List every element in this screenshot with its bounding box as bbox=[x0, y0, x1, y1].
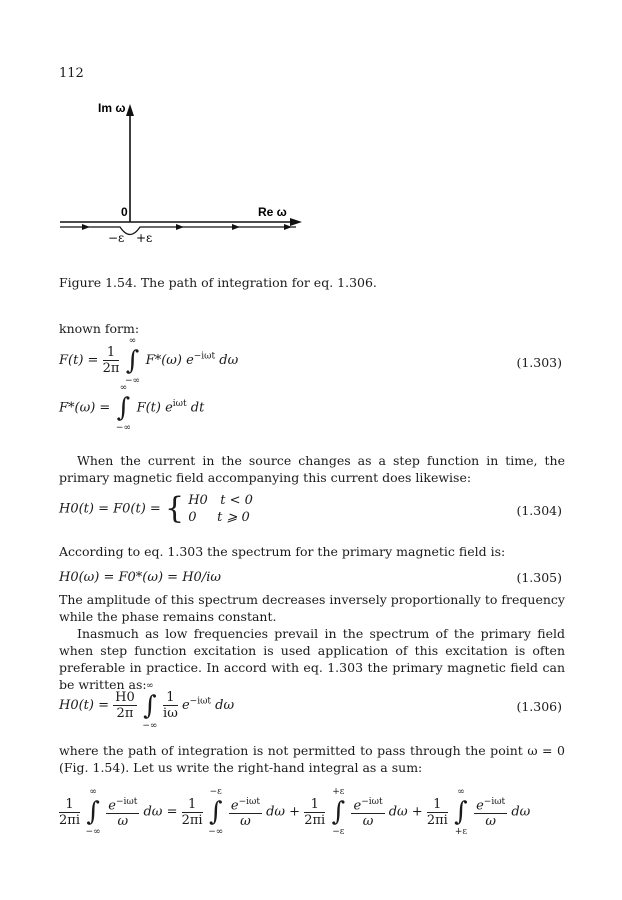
integral-sign: ∞ ∫ +ε bbox=[454, 787, 468, 838]
fraction: $\frac{H0}{2\pi}$ bbox=[115, 690, 135, 721]
equation-1306: H0(t) = $\frac{H0}{2\pi}$ ∞ ∫ −∞ $\frac{1}{i\omega}$ $e^{-i\omega t}$ dω bbox=[59, 680, 235, 731]
integral-sign: −ε ∫ −∞ bbox=[208, 787, 224, 838]
paragraph-spectrum: According to eq. 1.303 the spectrum for the primary magnetic field is: bbox=[59, 544, 506, 559]
path-arrow-icon bbox=[82, 224, 90, 230]
figure-caption: Figure 1.54. The path of integration for eq. 1.306. bbox=[59, 275, 377, 290]
figure-integration-path bbox=[52, 90, 312, 260]
fraction: $\frac{1}{2\pi i}$ bbox=[59, 796, 80, 828]
contour-diagram bbox=[52, 90, 312, 260]
integral-sign: ∞ ∫ −∞ bbox=[85, 787, 101, 838]
pos-epsilon-label: +ε bbox=[136, 231, 153, 245]
known-form-text: known form: bbox=[59, 321, 140, 336]
re-axis-label: Re ω bbox=[258, 205, 287, 219]
paragraph-low-frequencies: Inasmuch as low frequencies prevail in the spectrum of the primary field when step function excitation is used application of this excitation is often preferable in practice. In accord with eq. 1.303 the primary magnetic field can be written as: bbox=[59, 626, 565, 692]
fraction: $\frac{e^{-i\omega t}}{\omega}$ bbox=[353, 797, 383, 830]
neg-epsilon-label: −ε bbox=[108, 231, 125, 245]
brace-icon: { bbox=[164, 491, 185, 526]
integrand: F*(ω) e bbox=[145, 353, 194, 368]
integrand: F(t) e bbox=[136, 400, 173, 416]
eq-lhs: F(t) = bbox=[59, 353, 99, 368]
equation-1304 bbox=[59, 492, 253, 526]
fraction: $\frac{e^{-i\omega t}}{\omega}$ bbox=[108, 797, 138, 830]
fraction: $\frac{1}{2\pi i}$ bbox=[426, 796, 448, 828]
equation-number-1303: (1.303) bbox=[516, 355, 562, 370]
paragraph-step-function: When the current in the source changes as a step function in time, the primary magnetic field accompanying this current does likewise: bbox=[59, 453, 565, 485]
equation-1303-b: F*(ω) = ∞ ∫ −∞ F(t) $e^{i\omega t}$ dt bbox=[59, 383, 205, 433]
case-1: H0 t < 0 bbox=[188, 493, 253, 508]
fraction: $\frac{e^{-i\omega t}}{\omega}$ bbox=[476, 797, 506, 830]
fraction: $\frac{1}{i\omega}$ bbox=[163, 690, 178, 721]
equation-integral-sum: $\frac{1}{2\pi i}$ ∞ ∫ −∞ $\frac{e^{-i\omega t}}{\omega}$ dω = $\frac{1}{2\pi i}$ −ε ∫ −∞ $\frac{e^{-i\omega t}}{\omega}$ dω + $\frac{1}{2\pi i}$ +ε ∫ −ε $\frac{e^{-i\omega t}}{\omega}$ dω + $\frac{1}{2\pi i}$ ∞ ∫ +ε $\frac{e^{-i\omega t}}{\omega}$ dω bbox=[59, 787, 531, 838]
integral-sign: +ε ∫ −ε bbox=[331, 787, 346, 838]
imaginary-axis-arrow-icon bbox=[126, 104, 134, 116]
fraction: $\frac{e^{-i\omega t}}{\omega}$ bbox=[230, 797, 260, 830]
im-axis-label: Im ω bbox=[98, 101, 126, 115]
equation-number-1304: (1.304) bbox=[516, 503, 562, 518]
equation-1303-a: F(t) = $\frac{1}{2\pi}$ ∞ ∫ −∞ F*(ω) $e^{-i\omega t}$ dω bbox=[59, 335, 239, 386]
eq-lhs: F*(ω) = bbox=[59, 400, 111, 416]
eq-lhs: H0(t) = bbox=[59, 698, 110, 713]
origin-label: 0 bbox=[121, 205, 128, 219]
integral-sign: ∞ ∫ −∞ bbox=[142, 680, 158, 731]
case-2: 0 t ⩾ 0 bbox=[188, 510, 250, 525]
equation-1305: H0(ω) = F0*(ω) = H0/iω bbox=[59, 570, 221, 585]
integral-sign: ∞ ∫ −∞ bbox=[115, 383, 131, 433]
fraction: $\frac{1}{2\pi}$ bbox=[102, 345, 120, 376]
equation-number-1306: (1.306) bbox=[516, 699, 562, 714]
fraction: $\frac{1}{2\pi i}$ bbox=[304, 796, 326, 828]
path-arrow-icon bbox=[176, 224, 184, 230]
equation-number-1305: (1.305) bbox=[516, 570, 562, 585]
integral-sign: ∞ ∫ −∞ bbox=[125, 335, 141, 386]
paragraph-path: where the path of integration is not permitted to pass through the point ω = 0 (Fig. 1.54). Let us write the right-hand integral as a sum: bbox=[59, 743, 565, 775]
fraction: $\frac{1}{2\pi i}$ bbox=[181, 796, 203, 828]
eq-lhs: H0(t) = F0(t) = bbox=[59, 501, 161, 517]
paragraph-amplitude: The amplitude of this spectrum decreases inversely proportionally to frequency while the phase remains constant. bbox=[59, 592, 565, 624]
page-number: 112 bbox=[59, 66, 84, 81]
path-arrow-icon bbox=[232, 224, 240, 230]
real-axis-arrow-icon bbox=[290, 218, 302, 226]
